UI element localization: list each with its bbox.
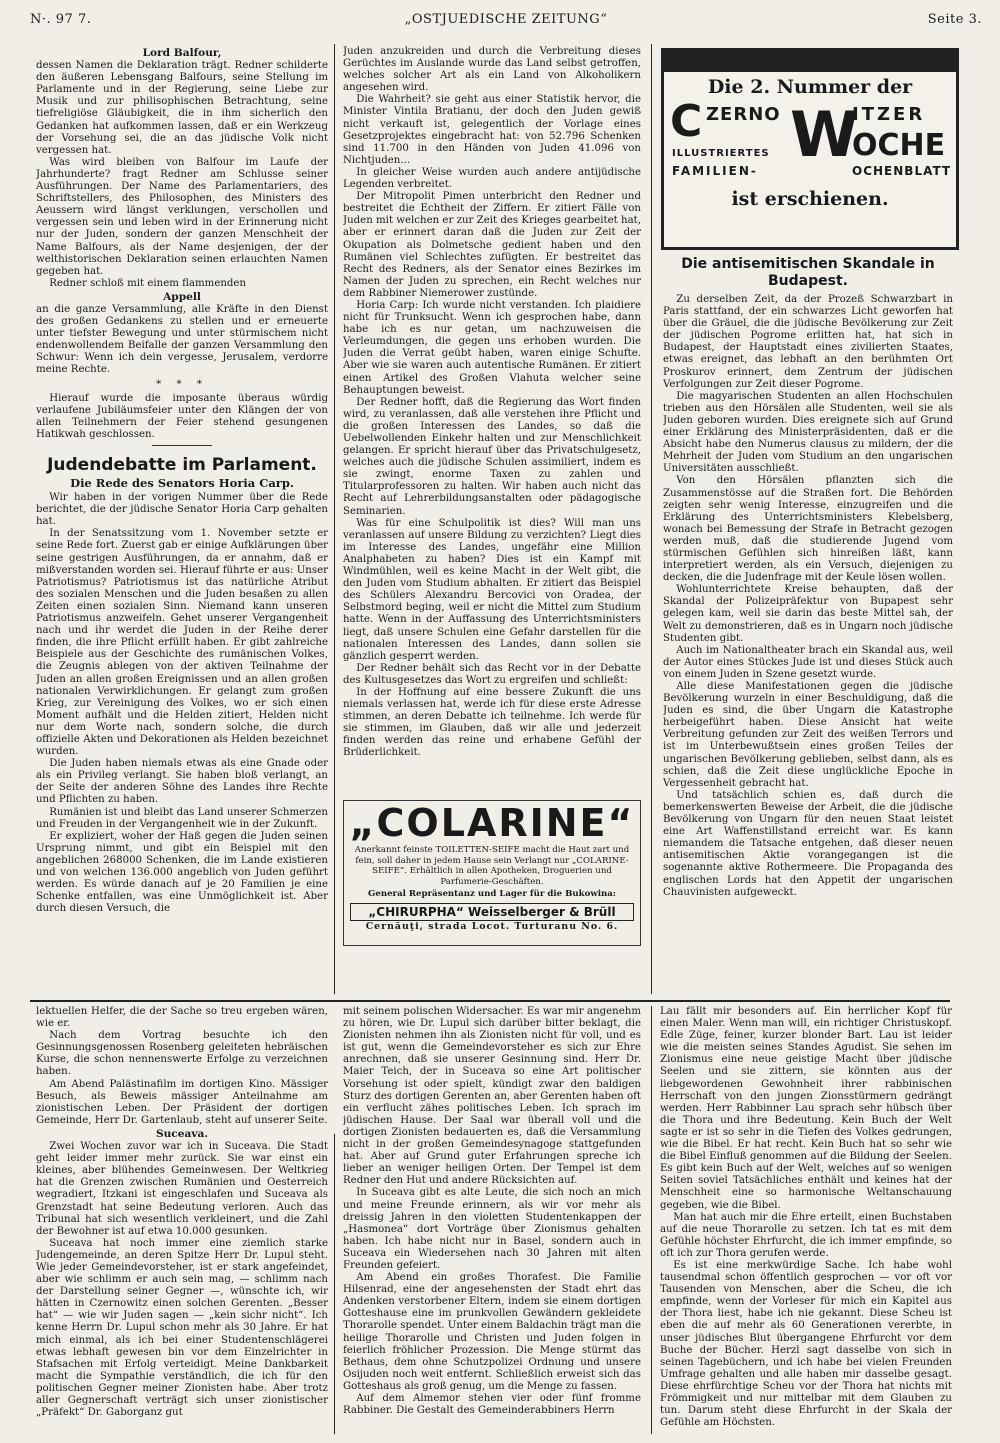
article-column-1 [36, 46, 328, 997]
paragraph: Was für eine Schulpolitik ist dies? Will man uns veranlassen auf unsere Bildung zu verzichten? Liegt dies im Interesse des Landes, ungefähr eine Million Analphabeten zu haben? Dies ist ein Kampf mit Windmühlen, weil es keine Macht in der Welt gibt, die den Juden vom Studium abhalten. Er zitiert das Beispiel des Schülers Alexandru Bercovici von Oradea, der Selbstmord beging, weil er nicht die Mittel zum Studium hatte. Wenn in der Auffassung des Unterrichtsministers liegt, daß unsere Schulen eine Gefahr darstellen für die nationalen Interessen des Landes, dann sollen sie gänzlich gesperrt werden. [343, 517, 641, 662]
paragraph: Am Abend Palästinafilm im dortigen Kino. Mässiger Besuch, als Beweis mässiger Anteilnahme am zionistischen Leben. Der Präsident der dortigen Gemeinde, Herr Dr. Gartenlaub, steht auf unserer Seite. [36, 1078, 328, 1126]
article-headline: Judendebatte im Parlament. [47, 455, 317, 475]
section-divider [30, 1000, 950, 1002]
ad-text: General Repräsentanz und Lager für die Bukowina: [368, 889, 616, 899]
paragraph: Hierauf wurde die imposante überaus würdig verlaufene Jubiläumsfeier unter den Klängen der von allen Teilnehmern der Feier stehend gesungenen Hatikwah geschlossen. [36, 392, 328, 440]
section-heading: Appell [163, 290, 201, 303]
paragraph: Er expliziert, woher der Haß gegen die Juden seinen Ursprung nimmt, und gibt ein Beispiel mit den angeblichen 268000 Schenken, die im Lande existieren und von welchen 136.000 angeblich von Juden geführt werden. Es würde danach auf je 20 Familien je eine Schenke entfallen, was eine Unmöglichkeit ist. Aber durch diesen Versuch, die [36, 830, 328, 915]
page-header [30, 12, 982, 32]
logo-letter: C [670, 96, 703, 147]
logo-letter: W [790, 98, 859, 171]
bottom-column-1 [36, 1006, 328, 1436]
paragraph: Zwei Wochen zuvor war ich in Suceava. Die Stadt geht leider immer mehr zurück. Sie war einst ein kleines, aber blühendes Gemeinwesen. Der Weltkrieg hat die Grenzen zwischen Rumänien und Oesterreich wegradiert, Itzkani ist eingeschlafen und Suceava als Grenzstadt hat seine Bedeutung verloren. Auch das Tribunal hat sich wesentlich verkleinert, und die Zahl der Bewohner ist auf etwa 10.000 gesunken. [36, 1141, 328, 1237]
paragraph: In der Senatssitzung vom 1. November setzte er seine Rede fort. Zuerst gab er einige Aufklärungen über seine gestrigen Ausführungen, da er annahm, daß er mißverstanden worden sei. Hierauf führte er aus: Unser Patriotismus? Patriotismus ist das natürliche Atribut des sozialen Menschen und die Juden besaßen zu allen Zeiten einen sozialen Sinn. Niemand kann unseren Patriotismus anzweifeln. Gehet unserer Vergangenheit nach und ihr werdet die Juden in der Reihe derer finden, die ihre Pflicht erfüllt haben. Er gibt zahlreiche Beispiele aus der Geschichte des rumänischen Volkes, die Zeugnis ablegen von der aktiven Teilnahme der Juden an allen großen Ereignissen und an allen großen nationalen Verwirklichungen. Er gelangt zum großen Krieg, zur Vereinigung des Volkes, wo er sich einen Moment aufhält und die Helden zitiert, Helden nicht nur dem Worte nach, sondern solche, die durch offizielle Akten und Dekorationen als Helden bezeichnet wurden. [36, 528, 328, 758]
section-heading: Lord Balfour, [142, 47, 222, 59]
paragraph: Von den Hörsälen pflanzten sich die Zusammenstösse auf die Straßen fort. Die Behörden zeigten sehr wenig Interesse, einzugreifen und die Erklärung des Unterrichtsministers Klebelsberg, wonach bei Bemessung der Strafe in Betracht gezogen werden muß, daß die studierende Jugend vom stürmischen Gefühlen sich hinreißen läßt, kann interpretiert werden, als ein Versuch, diejenigen zu decken, die die Judenfrage mit der Keule lösen wollen. [663, 475, 953, 584]
paragraph: Der Redner behält sich das Recht vor in der Debatte des Kultusgesetzes das Wort zu ergreifen und schließt: [343, 662, 641, 686]
issue-number: N·. 97 7. [30, 12, 92, 27]
paragraph: Redner schloß mit einem flammenden [49, 277, 247, 289]
ad-address: Cernăuţi, strada Locot. Turturanu No. 6. [365, 920, 619, 932]
paragraph: Suceava hat noch immer eine ziemlich starke Judengemeinde, an deren Spitze Herr Dr. Lupul steht. Wie jeder Gemeindevorsteher, ist er stark angefeindet, aber wie schlimm er auch sein mag, — schlimm nach der Darstellung seiner Gegner —, wünschte ich, wir hätten in Czernowitz einen solchen Gerenten. „Besser hat“ — wie wir Juden sagen — „kein sichr nicht“. Ich kenne Herrn Dr. Lupul schon mehr als 30 Jahre. Er hat mich einmal, als ich bei einer Studentenschlägerei etwas lebhaft gewesen bin vor dem Einzelrichter in Stafsachen mit Erfolg verteidigt. Meine Dankbarkeit macht die Sympathie verständlich, die ich für den politischen Gegner meiner Zionisten habe. Aber trotz aller Gegnerschaft verträgt sich unser zionistischer „Präfekt“ Dr. Gaborganz gut [36, 1237, 328, 1419]
column-rule [651, 44, 652, 994]
ad-firm: „CHIRURPHA“ Weisselberger & Brüll [350, 903, 634, 921]
paragraph: In gleicher Weise wurden auch andere antijüdische Legenden verbreitet. [343, 166, 641, 191]
ad-band [664, 51, 956, 72]
ad-logo [664, 98, 956, 188]
paragraph: Zu derselben Zeit, da der Prozeß Schwarzbart in Paris stattfand, der ein schwarzes Licht geworfen hat über die Gräuel, die die jüdische Bevölkerung zur Zeit der jüdischen Pogrome erlitten hat, hat sich in Budapest, der Hauptstadt eines zivilierten Staates, etwas ereignet, das lebhaft an den berühmten Ort Proskurov erinnert, dem Zentrum der jüdischen Verfolgungen zur Zeit dieser Pogrome. [663, 294, 953, 390]
paragraph: Juden anzukreiden und durch die Verbreitung dieses Gerüchtes im Auslande wurde das Land selbst getroffen, welches solcher Art als ein Land von Alkoholikern angesehen wird. [343, 46, 641, 94]
article-headline: Die antisemitischen Skandale in Budapest. [681, 256, 935, 289]
section-heading: Suceava. [155, 1127, 209, 1140]
paragraph: an die ganze Versammlung, alle Kräfte in den Dienst des großen Gedankens zu stellen und er erneuerte unter tiefster Bewegung und unter stürmischem nicht endenwollendem Beifalle der ganzen Versammlung den Schwur: Wenn ich dein vergesse, Jerusalem, verdorre meine Rechte. [36, 303, 328, 376]
page-number: Seite 3. [927, 12, 982, 27]
logo-text: ITZER [852, 104, 926, 125]
ad-top-text: Die 2. Nummer der [707, 76, 913, 98]
paragraph: Alle diese Manifestationen gegen die jüdische Bevölkerung wurzeln in einer Beschuldigung, daß die Juden es sind, die über Ungarn die Katastrophe herbeigeführt haben. Diese Ansicht hat weite Verbreitung gefunden zur Zeit des weißen Terrors und ist im Unterbewußtsein eines großen Teiles der ungarischen Bevölkerung geblieben, selbst dann, als es schien, daß die Zeit diese unglückliche Epoche in Vergessenheit gebracht hat. [663, 681, 953, 789]
paragraph: Was wird bleiben von Balfour im Laufe der Jahrhunderte? fragt Redner am Schlusse seiner Ausführungen. Der Name des Parlamentariers, des Schriftstellers, des Philosophen, des Ministers des Aeussern wird längst verklungen, verschollen und vergessen sein und leben wird in der Erinnerung nicht nur der Juden, sondern der ganzen Menschheit der Name Balfours, als der Name desjenigen, der der welthistorischen Deklaration seinen erlauchten Namen gegeben hat. [36, 156, 328, 277]
asterism: * * * [156, 378, 208, 390]
paragraph: Auf dem Almemor stehen vier oder fünf fromme Rabbiner. Die Gestalt des Gemeinderabbiners Herrn [343, 1393, 641, 1417]
paragraph: Am Abend ein großes Thorafest. Die Familie Hilsenrad, eine der angesehensten der Stadt ehrt das Andenken verstorbener Eltern, indem sie einem dortigen Gotteshause eine im prunkvollen Gewändern gekleidete Thorarolle spendet. Unter einem Baldachin trägt man die heilige Thorarolle und Christen und Juden folgen in feierlich fröhlicher Prozession. Die Menge stürmt das Bethaus, dem ohne Schutzpolizei Ordnung und unsere Osijuden noch weit entfernt. Schließlich erweist sich das Gotteshaus als groß genug, um die Menge zu fassen. [343, 1272, 641, 1392]
ad-text: Anerkannt feinste TOILETTEN-SEIFE macht die Haut zart und fein, soll daher in jedem Hause sein Verlangt nur „COLARINE-SEIFE“. Erhältlich in allen Apotheken, Droguerien und Parfumerie-Geschäften. [354, 845, 630, 887]
logo-text: OCHENBLATT [852, 164, 952, 178]
paragraph: Wir haben in der vorigen Nummer über die Rede berichtet, die der jüdische Senator Horia Carp gehalten hat. [36, 492, 328, 528]
bottom-column-3 [660, 1006, 952, 1436]
paragraph: Es ist eine merkwürdige Sache. Ich habe wohl tausendmal schon öffentlich gesprochen — vor oft vor Tausenden von Menschen, aber die Scheu, die ich empfinde, wenn der Vorleser für mich ein Kapitel aus der Thora liest, habe ich nie gekannt. Diese Scheu ist eben die auf mehr als 60 Generationen vererbte, in unser jüdisches Blut übergangene Ehrfurcht vor dem Buche der Bücher. Herzl sagt dasselbe von sich in seinen Tagebüchern, und ich habe bei vielen Freunden Umfrage gehalten und alle haben mir dasselbe gesagt. Diese ehrfürchtige Scheu vor der Thora hat nichts mit Frömmigkeit und nur mittelbar mit dem Glauben zu tun. Darum steht diese Ehrfurcht in der Skala der Gefühle am Höchsten. [660, 1259, 952, 1429]
logo-text: ILLUSTRIERTES [672, 148, 770, 159]
colarine-advertisement [343, 800, 641, 946]
ad-bottom-text: ist erschienen. [731, 188, 889, 210]
paragraph: dessen Namen die Deklaration trägt. Redner schilderte den äußeren Lebensgang Balfours, seine Stellung im Parlamente und in der Regierung, seine Liebe zur Musik und zur philisophischen Betrachtung, seine tiefreligiöse Gläubigkeit, die in ihm sicherlich den Gedanken hat aufkommen lassen, daß er ein Werkzeug der Vorsehung sei, die an das jüdische Volk nicht vergessen hat. [36, 60, 328, 156]
paragraph: Der Redner hofft, daß die Regierung das Wort finden wird, zu veranlassen, daß alle verstehen ihre Pflicht und die großen Interessen des Landes, so daß die Uebelwollenden Einkehr halten und zur Menschlichkeit gelangen. Er spricht hierauf über das Privatschulgesetz, welches auch die jüdische Schulen assimiliert, indem es sie zwingt, enorme Taxen zu zahlen und Titularprofessoren zu halten. Wir haben auch nicht das Recht auf Lehrerbildungsanstalten oder pädagogische Seminarien. [343, 396, 641, 517]
colarine-brand: „COLARINE“ [349, 801, 635, 845]
paragraph: Rumänien ist und bleibt das Land unserer Schmerzen und Freuden in der Vergangenheit wie in der Zukunft. [36, 806, 328, 830]
paragraph: lektuellen Helfer, die der Sache so treu ergeben wären, wie er. [36, 1006, 328, 1030]
article-column-3 [663, 250, 953, 946]
column-rule [334, 44, 335, 994]
paragraph: Die magyarischen Studenten an allen Hochschulen trieben aus den Hörsälen alle Studenten, weil sie als Juden geboren wurden. Dies ereignete sich auf Grund einer Erklärung des Ministerpräsidenten, daß er die Absicht habe den Numerus clausus zu mildern, der die Mehrheit der Juden vom Studium an den ungarischen Universitäten ausschließt. [663, 390, 953, 475]
bottom-column-2 [343, 1006, 641, 1436]
logo-text: FAMILIEN- [672, 164, 758, 178]
paragraph: Man hat auch mir die Ehre erteilt, einen Buchstaben auf die neue Thorarolle zu setzen. Ich tat es mit dem Gefühle höchster Ehrfurcht, die ich immer empfinde, so oft ich zur Thora gerufen werde. [660, 1211, 952, 1259]
logo-text: ZERNO [706, 104, 781, 125]
paragraph: In der Hoffnung auf eine bessere Zukunft die uns niemals verlassen hat, werde ich für diese erste Adresse stimmen, an deren Debatte ich teilnehme. Ich werde für sie stimmen, im Glauben, daß wir alle und jederzeit finden werden das reine und erhabene Gefühl der Brüderlichkeit. [343, 686, 641, 759]
paragraph: Und tatsächlich schien es, daß durch die bemerkenswerten Beweise der Arbeit, die die jüdische Bevölkerung von Ungarn für den neuen Staat leistet eine Art Waffenstillstand erreicht war. Es kann niemandem die Tatsache entgehen, daß dieser neuen antisemitischen Aktie vorangegangen ist die sogenannte aktive Rothermeere. Die Propaganda des englischen Lords hat den Appetit der ungarischen Chauvinisten aufgeweckt. [663, 789, 953, 898]
paragraph: Auch im Nationaltheater brach ein Skandal aus, weil der Autor eines Stückes Jude ist und dieses Stück auch von einem Juden in Szene gesetzt wurde. [663, 644, 953, 680]
column-rule [334, 1134, 335, 1434]
paragraph: In Suceava gibt es alte Leute, die sich noch an mich und meine Freunde erinnern, als wir vor mehr als dreissig Jahren in den violetten Studentenkappen der „Hasmonea“ dort Vorträge über Zionismus gehalten haben. Ich habe nicht nur in Basel, sondern auch in Suceava ein Wiedersehen nach 30 Jahren mit alten Freunden gefeiert. [343, 1187, 641, 1271]
paragraph: Die Wahrheit? sie geht aus einer Statistik hervor, die Minister Vintila Bratianu, der doch den Juden gewiß nicht verkauft ist, gelegentlich der Vorlage eines Gesetzprojektes eingebracht hat: von 52.796 Schenken sind 11.700 in den Händen von Juden 41.096 von Nichtjuden... [343, 94, 641, 166]
article-subheadline: Die Rede des Senators Horia Carp. [70, 476, 294, 490]
logo-text: OCHE [852, 128, 946, 163]
column-rule [651, 1006, 652, 1434]
short-rule [152, 445, 212, 446]
paragraph: Wohlunterrichtete Kreise behaupten, daß der Skandal der Polizeipräfektur von Bupapest sehr gelegen kam, weil sie darin das beste Mittel sah, der Welt zu demonstrieren, daß es in Ungarn noch jüdische Studenten gibt. [663, 584, 953, 644]
paragraph: mit seinem polischen Widersacher. Es war mir angenehm zu hören, wie Dr. Lupul sich darüber bitter beklagt, die Zionisten nehmen ihn als Zionisten nicht für voll, und es ist gut, wenn die Gemeindevorsteher es sich zur Ehre anrechnen, daß sie unserer Gesinnung sind. Herr Dr. Maier Teich, der in Suceava so eine Art politischer Vorsehung ist oder spielt, kündigt zwar den baldigen Sturz des dortigen Gerenten an, aber Gerenten haben oft ein verflucht zähes politisches Leben. Ich sprach im jüdischen Hause. Der Saal war überall voll und die dortigen Zionisten bedauerten es, daß die Versammlung nicht in der großen Gemeindesynagoge stattgefunden hat. Aber auf Grund guter Erfahrungen spreche ich lieber an weniger heiligen Orten. Der Tempel ist dem Redner den Hut und andere Rücksichten auf. [343, 1006, 641, 1187]
czernowitzer-woche-advertisement [661, 48, 959, 250]
paragraph: Der Mitropolit Pimen unterbricht den Redner und bestreitet die Echtheit der Ziffern. Er zitiert Fälle von Juden mit welchen er zur Zeit des Krieges gearbeitet hat, aber er erinnert daran daß die Juden zur Zeit der Okupation als Dolmetsche gedient haben und den Rumänen viel Schlechtes zufügten. Er bestreitet das Recht des Redners, als der Senator eines Bezirkes im Namen der Juden zu sprechen, ein Recht welches nur dem Rabbiner Niemerower zustünde. [343, 191, 641, 299]
paragraph: Nach dem Vortrag besuchte ich den Gesinnungsgenossen Rosenberg geleiteten hebräischen Kurse, die schon nennenswerte Erfolge zu verzeichnen haben. [36, 1030, 328, 1078]
paragraph: Die Juden haben niemals etwas als eine Gnade oder als ein Privileg verlangt. Sie haben bloß verlangt, an der Seite der anderen Söhne des Landes ihre Rechte und Pflichten zu haben. [36, 758, 328, 806]
newspaper-title: „OSTJUEDISCHE ZEITUNG“ [404, 12, 608, 27]
paragraph: Horia Carp: Ich wurde nicht verstanden. Ich plaidiere nicht für Trunksucht. Wenn ich gesprochen habe, dann habe ich es nur getan, um nachzuweisen die Verleumdungen, die gegen uns erhoben wurden. Die Juden die Verrat geübt haben, waren einige Schufte. Aber wie sie waren auch autentische Rumänen. Er zitiert einen Artikel des Großen Vlahuta welcher seine Behauptungen beweist. [343, 299, 641, 396]
paragraph: Lau fällt mir besonders auf. Ein herrlicher Kopf für einen Maler. Wenn man will, ein richtiger Christuskopf. Edle Züge, feiner, kurzer blonder Bart. Lau ist leider wie die meisten seines Standes Agudist. Sie sehen im Zionismus eine neue geistige Macht über jüdische Seelen und sie zittern, sie könnten aus der liebgewordenen Gewohnheit ihrer rabbinischen Herrschaft von den jungen Zionsstürmern gedrängt werden. Herr Rabbinner Lau sprach sehr hübsch über die Thora und ihre Bedeutung. Kein Buch der Welt sagte er ist so sehr in die Tiefen des Volkes gedrungen, wie die Bibel. Er hat recht. Kein Buch hat so sehr wie die Bibel Einfluß genommen auf die Bildung der Seelen. Es gibt kein Buch auf der Welt, welches auf so wenigen Seiten soviel Tatsächliches enthält und keines hat der Menschheit eine so harmonische Weltanschauung gegeben, wie die Bibel. [660, 1006, 952, 1211]
